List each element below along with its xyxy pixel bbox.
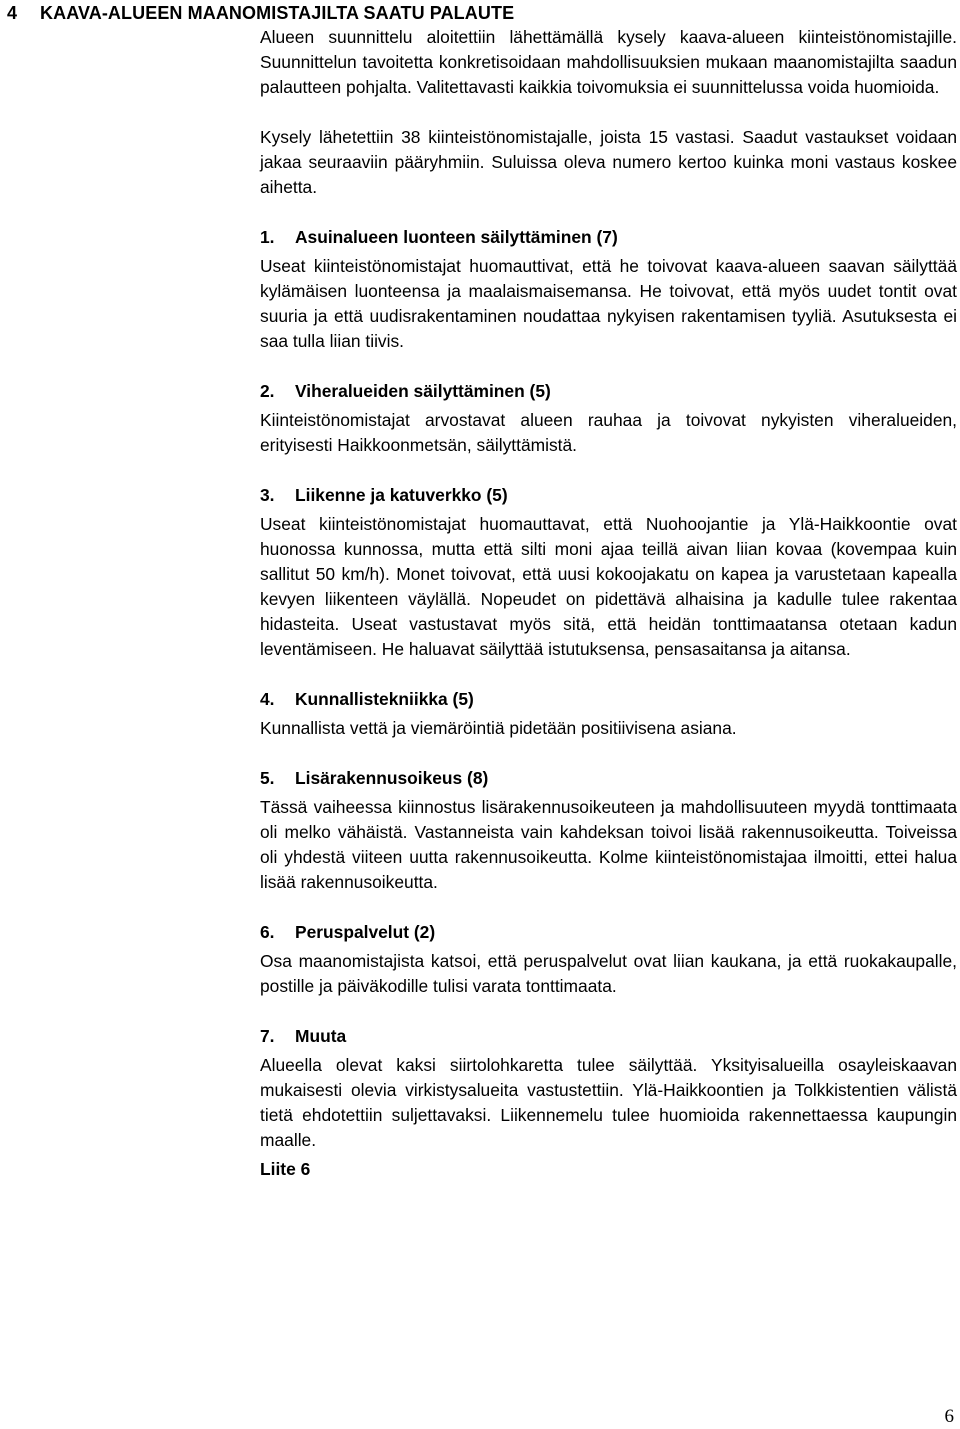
section-number: 4 <box>7 3 18 23</box>
page-number: 6 <box>944 1406 954 1427</box>
topic-7-text: Alueella olevat kaksi siirtolohkaretta tulee säilyttää. Yksityisalueilla osayleiskaavan mukaisesti olevia virkistysalueita vastustettiin. Ylä-Haikkoontien ja Tolkkistentien välistä tietä ehdotettiin suljettavaksi. Liikennemelu tulee huomioida rakennettaessa kaupungin maalle. <box>260 1055 957 1150</box>
topic-1-title: 1. Asuinalueen luonteen säilyttäminen (7) <box>260 227 618 247</box>
topic-5 <box>260 766 957 895</box>
topic-7 <box>260 1024 957 1153</box>
topic-5-title: 5. Lisärakennusoikeus (8) <box>260 768 489 788</box>
section-heading <box>7 1 514 26</box>
topic-4 <box>260 687 957 741</box>
intro-paragraph-1: Alueen suunnittelu aloitettiin lähettämällä kysely kaava-alueen kiinteistönomistajille. Suunnittelun tavoitetta konkretisoidaan mahdollisuuksien mukaan maanomistajilta saadun palautteen pohjalta. Valitettavasti kaikkia toivomuksia ei suunnittelussa voida huomioida. <box>260 27 957 97</box>
appendix-label: Liite 6 <box>260 1159 311 1179</box>
topic-6-title: 6. Peruspalvelut (2) <box>260 922 436 942</box>
topic-4-text: Kunnallista vettä ja viemäröintiä pidetään positiivisena asiana. <box>260 718 737 738</box>
intro-paragraph-2: Kysely lähetettiin 38 kiinteistönomistajalle, joista 15 vastasi. Saadut vastaukset voidaan jakaa seuraaviin pääryhmiin. Suluissa oleva numero kertoo kuinka moni vastaus koskee aihetta. <box>260 127 957 197</box>
topic-2-title: 2. Viheralueiden säilyttäminen (5) <box>260 381 551 401</box>
topic-1-text: Useat kiinteistönomistajat huomauttivat, että he toivovat kaava-alueen saavan säilyttää kylämäisen luonteensa ja maalaismaisemansa. He toivovat, että myös uudet tontit ovat suuria ja että uudisrakentaminen noudattaa nykyisen rakentamisen tyyliä. Asutuksesta ei saa tulla liian tiivis. <box>260 256 957 351</box>
topic-7-title: 7. Muuta <box>260 1026 347 1046</box>
topic-6-text: Osa maanomistajista katsoi, että peruspalvelut ovat liian kaukana, ja että ruokakaupalle, postille ja päiväkodille tulisi varata tonttimaata. <box>260 951 957 996</box>
section-title: KAAVA-ALUEEN MAANOMISTAJILTA SAATU PALAUTE <box>40 3 515 23</box>
topic-1 <box>260 225 957 354</box>
topic-3 <box>260 483 957 662</box>
topic-2-text: Kiinteistönomistajat arvostavat alueen rauhaa ja toivovat nykyisten viheralueiden, erityisesti Haikkoonmetsän, säilyttämistä. <box>260 410 957 455</box>
topic-3-title: 3. Liikenne ja katuverkko (5) <box>260 485 508 505</box>
topic-4-title: 4. Kunnallistekniikka (5) <box>260 689 474 709</box>
document-body <box>260 25 957 1182</box>
topic-5-text: Tässä vaiheessa kiinnostus lisärakennusoikeuteen ja mahdollisuuteen myydä tonttimaata oli melko vähäistä. Vastanneista vain kahdeksan toivoi lisää rakennusoikeutta. Toiveissa oli yhdestä viiteen uutta rakennusoikeutta. Kolme kiinteistönomistajaa ilmoitti, ettei halua lisää rakennusoikeutta. <box>260 797 957 892</box>
topic-3-text: Useat kiinteistönomistajat huomauttavat, että Nuohoojantie ja Ylä-Haikkoontie ovat huonossa kunnossa, mutta että silti moni ajaa teillä aivan liian kovaa (kovempaa kuin sallitut 50 km/h). Monet toivovat, että uusi kokoojakatu on kapea ja varustetaan kapealla kevyen liikenteen väylällä. Nopeudet on pidettävä alhaisina ja kadulle tulee rakentaa hidasteita. Useat vastustavat myös sitä, että heidän tonttimaatansa otetaan kadun leventämiseen. He haluavat säilyttää istutuksensa, pensasaitansa ja aitansa. <box>260 514 957 659</box>
topic-2 <box>260 379 957 458</box>
topic-6 <box>260 920 957 999</box>
